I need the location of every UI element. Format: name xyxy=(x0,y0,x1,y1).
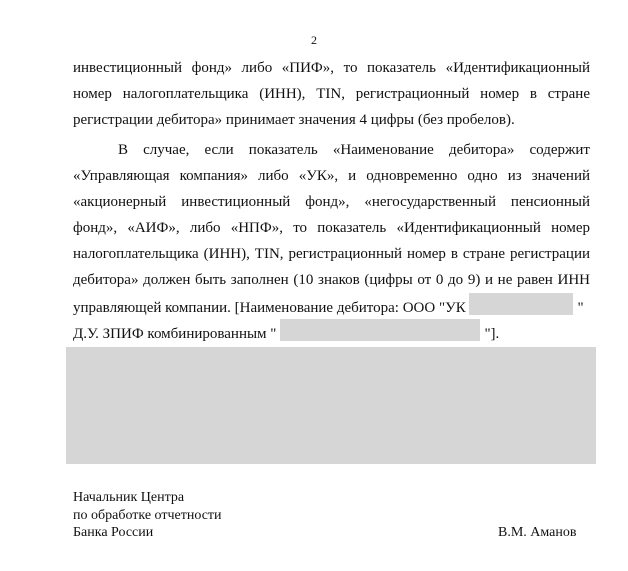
signature-position xyxy=(73,489,222,542)
paragraph-2-line-5: налогоплательщика (ИНН), TIN, регистрационный номер в стране регистрации xyxy=(73,246,590,262)
paragraph-2-line-2: «Управляющая компания» либо «УК», и одновременно одно из значений xyxy=(73,168,590,184)
paragraph-2-line-6: дебитора» должен быть заполнен (10 знаков (цифры от 0 до 9) и не равен ИНН xyxy=(73,272,590,288)
redacted-company-name xyxy=(469,293,573,315)
debtor-name-quote: " xyxy=(577,300,584,316)
redacted-block xyxy=(66,347,596,464)
signature-position-line-2: по обработке отчетности xyxy=(73,507,222,523)
signatory-name: В.М. Аманов xyxy=(498,525,577,540)
paragraph-2-line-4: фонд», «АИФ», либо «НПФ», то показатель «Идентификационный номер xyxy=(73,220,590,236)
redacted-fund-name xyxy=(280,319,480,341)
paragraph-2-line-1: В случае, если показатель «Наименование дебитора» содержит xyxy=(118,142,590,158)
paragraph-2-line-7 xyxy=(73,293,590,319)
fund-name-prefix: Д.У. ЗПИФ комбинированным " xyxy=(73,326,277,342)
fund-name-end: "]. xyxy=(484,326,500,342)
paragraph-1 xyxy=(73,55,590,133)
signature-position-line-1: Начальник Центра xyxy=(73,490,185,505)
paragraph-2-line-8 xyxy=(73,319,590,345)
signature-position-line-3: Банка России xyxy=(73,525,154,540)
paragraph-2-line-3: «акционерный инвестиционный фонд», «негосударственный пенсионный xyxy=(73,194,590,210)
paragraph-1-line-2: номер налогоплательщика (ИНН), TIN, регистрационный номер в стране xyxy=(73,86,590,102)
paragraph-1-line-1: инвестиционный фонд» либо «ПИФ», то показатель «Идентификационный xyxy=(73,60,590,76)
paragraph-1-line-3: регистрации дебитора» принимает значения 4 цифры (без пробелов). xyxy=(73,112,515,128)
page-number: 2 xyxy=(311,33,317,47)
debtor-name-prefix: управляющей компании. [Наименование дебитора: ООО "УК xyxy=(73,300,466,316)
paragraph-2 xyxy=(73,137,590,345)
